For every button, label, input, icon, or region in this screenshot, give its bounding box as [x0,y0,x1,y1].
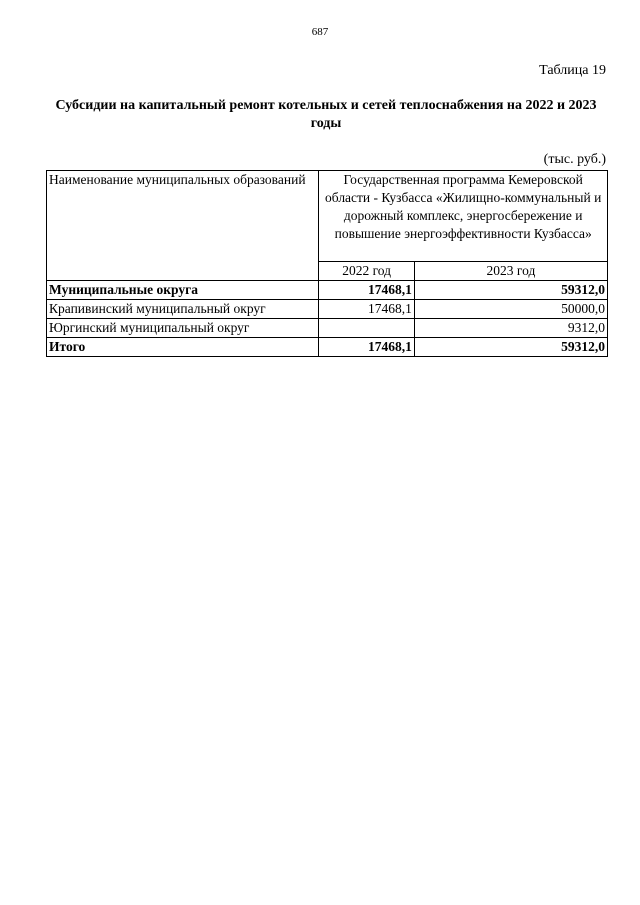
page-number: 687 [311,26,329,38]
row-name: Юргинский муниципальный округ [47,319,319,338]
row-value-2023: 59312,0 [414,281,607,300]
row-value-2023: 59312,0 [414,338,607,357]
table-row-total [47,338,608,357]
table-row [47,281,608,300]
program-column-header: Государственная программа Кемеровской области - Кузбасса «Жилищно-коммунальный и дорожный комплекс, энергосбережение и повышение энергоэффективности Кузбасса» [319,171,608,262]
row-name: Муниципальные округа [47,281,319,300]
year-2023-header: 2023 год [414,262,607,281]
row-name: Итого [47,338,319,357]
row-name: Крапивинский муниципальный округ [47,300,319,319]
table-row [47,319,608,338]
table-row [47,300,608,319]
units-label: (тыс. руб.) [543,152,606,167]
row-value-2022: 17468,1 [319,281,415,300]
row-value-2023: 9312,0 [414,319,607,338]
row-value-2022: 17468,1 [319,300,415,319]
table-label: Таблица 19 [539,63,606,78]
row-value-2023: 50000,0 [414,300,607,319]
document-title: Субсидии на капитальный ремонт котельных и сетей теплоснабжения на 2022 и 2023 годы [55,98,597,131]
table-header-row [47,171,608,262]
row-value-2022 [319,319,415,338]
row-value-2022: 17468,1 [319,338,415,357]
year-2022-header: 2022 год [319,262,415,281]
name-column-header: Наименование муниципальных образований [47,171,319,281]
subsidies-table [46,170,608,357]
